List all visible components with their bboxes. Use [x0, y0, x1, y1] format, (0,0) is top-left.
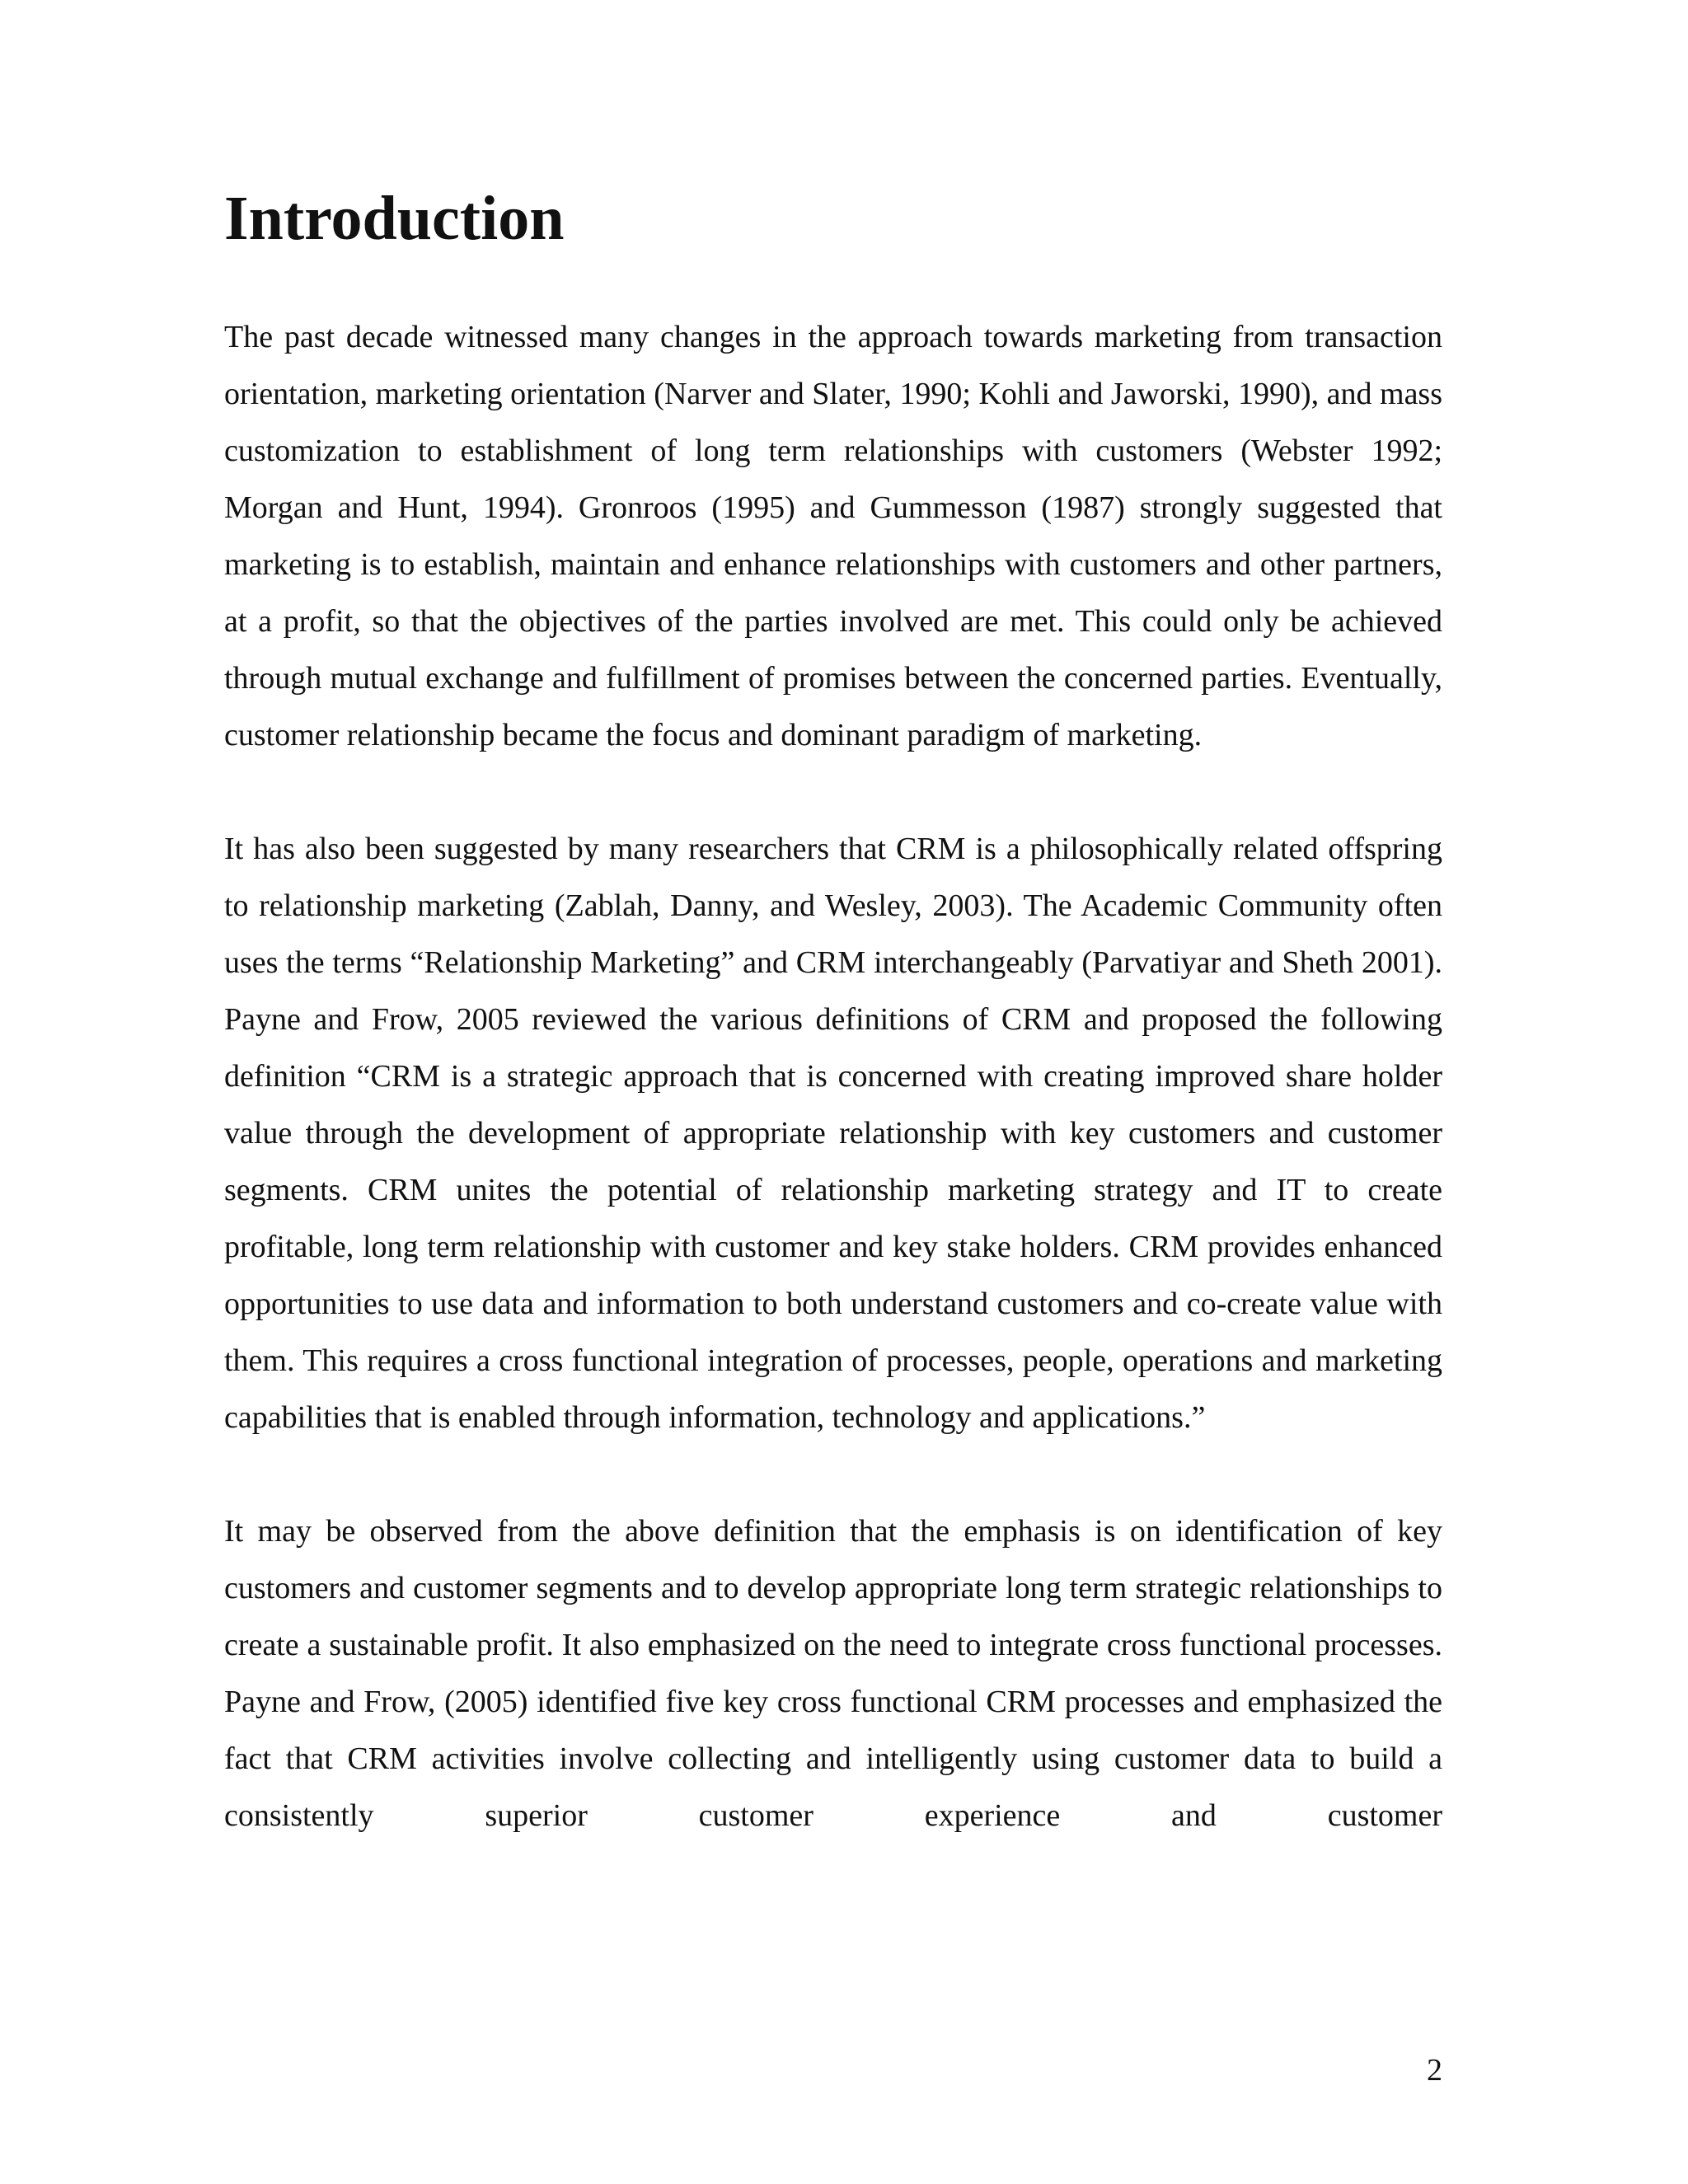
paragraph-1: The past decade witnessed many changes in the approach towards marketing from transaction orientation, marketing orientation (Narver and Slater, 1990; Kohli and Jaworski, 1990), and mass customization to establishment of long term relationships with customers (Webster 1992; Morgan and Hunt, 1994). Gronroos (1995) and Gummesson (1987) strongly suggested that marketing is to establish, maintain and enhance relationships with customers and other partners, at a profit, so that the objectives of the parties involved are met. This could only be achieved through mutual exchange and fulfillment of promises between the concerned parties. Eventually, customer relationship became the focus and dominant paradigm of marketing.	[224, 320, 1443, 752]
page-number: 2	[1427, 2053, 1442, 2088]
paragraph-3: It may be observed from the above definition that the emphasis is on identification of key customers and customer segments and to develop appropriate long term strategic relationships to create a sustainable profit. It also emphasized on the need to integrate cross functional processes. Payne and Frow, (2005) identified five key cross functional CRM processes and emphasized the fact that CRM activities involve collecting and intelligently using customer data to build a consistently superior customer experience and customer	[224, 1514, 1442, 1833]
section-heading: Introduction	[224, 184, 565, 253]
page-body	[224, 184, 1443, 1844]
paragraph-2: It has also been suggested by many researchers that CRM is a philosophically related offspring to relationship marketing (Zablah, Danny, and Wesley, 2003). The Academic Community often uses the terms “Relationship Marketing” and CRM interchangeably (Parvatiyar and Sheth 2001). Payne and Frow, 2005 reviewed the various definitions of CRM and proposed the following definition “CRM is a strategic approach that is concerned with creating improved share holder value through the development of appropriate relationship with key customers and customer segments. CRM unites the potential of relationship marketing strategy and IT to create profitable, long term relationship with customer and key stake holders. CRM provides enhanced opportunities to use data and information to both understand customers and co-create value with them. This requires a cross functional integration of processes, people, operations and marketing capabilities that is enabled through information, technology and applications.”	[224, 832, 1442, 1435]
